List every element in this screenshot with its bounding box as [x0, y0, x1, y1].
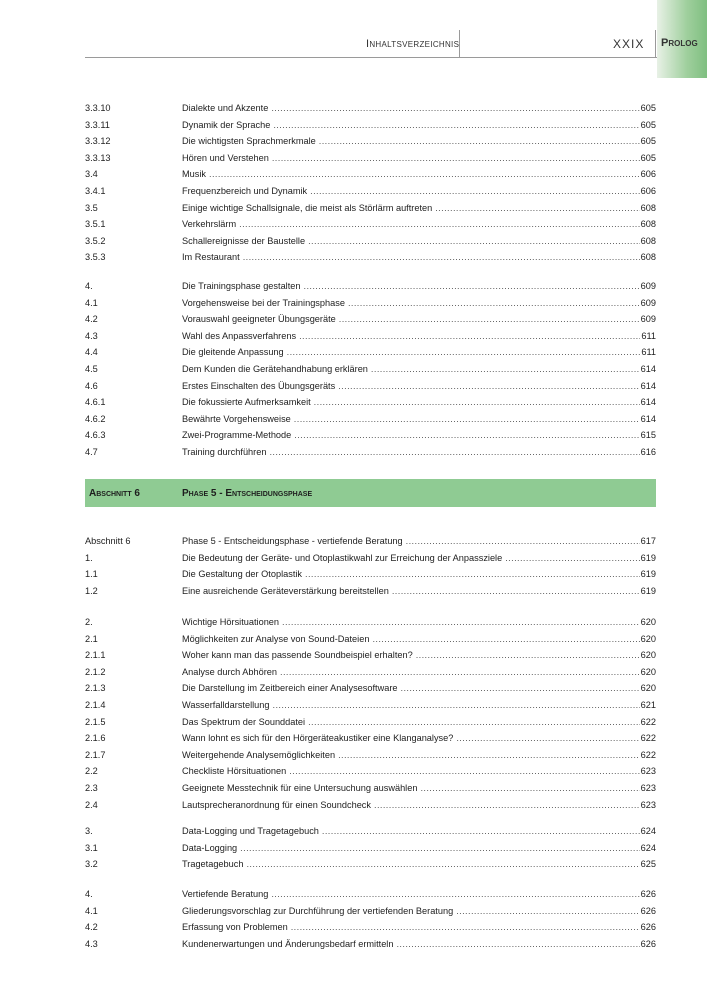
toc-entry-line: [182, 311, 656, 328]
toc-entry: [85, 614, 656, 631]
toc-entry-line: [182, 150, 656, 167]
toc-entry-title: Das Spektrum der Sounddatei: [182, 716, 306, 727]
toc-entry: [85, 233, 656, 250]
toc-entry-page: 606: [640, 169, 656, 180]
dot-leader: [271, 100, 639, 117]
toc-entry-number: 2.1.3: [85, 683, 106, 694]
page-number: XXIX: [613, 37, 645, 51]
toc-entry-number: 4.: [85, 889, 93, 899]
toc-entry-number: 4.1: [85, 297, 98, 308]
toc-entry-title: Die wichtigsten Sprachmerkmale: [182, 136, 316, 147]
dot-leader: [209, 166, 640, 183]
toc-entry: [85, 780, 656, 797]
toc-entry: [85, 444, 656, 461]
dot-leader: [304, 278, 640, 295]
toc-entry-title: Tragetagebuch: [182, 859, 244, 870]
toc-entry-title: Gliederungsvorschlag zur Durchführung der vertiefenden Beratung: [182, 905, 454, 916]
toc-entry-line: [182, 747, 656, 764]
toc-entry: [85, 249, 656, 266]
toc-entry-title: Die Darstellung im Zeitbereich einer Analysesoftware: [182, 683, 398, 694]
toc-entry-page: 609: [640, 314, 656, 325]
toc-entry-number: 4.6.3: [85, 430, 106, 441]
toc-entry-page: 609: [640, 297, 656, 308]
toc-entry-title: Bewährte Vorgehensweise: [182, 413, 291, 424]
dot-leader: [348, 295, 640, 312]
toc-group: [85, 886, 656, 952]
toc-entry: [85, 394, 656, 411]
toc-entry-line: [182, 566, 656, 583]
toc-entry: [85, 295, 656, 312]
dot-leader: [338, 747, 640, 764]
toc-entry-number: 2.1.4: [85, 699, 106, 710]
toc-entry-number: 4.7: [85, 446, 98, 457]
toc-entry-title: Training durchführen: [182, 446, 267, 457]
toc-entry-page: 621: [640, 699, 656, 710]
toc-entry-title: Frequenzbereich und Dynamik: [182, 185, 308, 196]
toc-entry-line: [182, 278, 656, 295]
toc-entry-line: [182, 233, 656, 250]
dot-leader: [406, 533, 640, 550]
dot-leader: [240, 840, 639, 857]
dot-leader: [271, 886, 639, 903]
toc-entry-number: 4.2: [85, 314, 98, 325]
toc-entry-title: Erfassung von Problemen: [182, 922, 288, 933]
toc-entry: [85, 216, 656, 233]
section-title: Phase 5 - Entscheidungsphase: [182, 488, 313, 499]
toc-entry-title: Die Bedeutung der Geräte- und Otoplastikwahl zur Erreichung der Anpassziele: [182, 552, 503, 563]
toc-entry-number: 3.3.12: [85, 136, 111, 147]
toc-entry-title: Vorauswahl geeigneter Übungsgeräte: [182, 314, 336, 325]
dot-leader: [339, 311, 640, 328]
toc-entry: [85, 533, 656, 550]
toc-entry-line: [182, 344, 656, 361]
toc-entry-page: 606: [640, 185, 656, 196]
toc-entry-number: 2.2: [85, 766, 98, 777]
toc-entry-page: 626: [640, 922, 656, 933]
toc-entry-number: 2.1.2: [85, 666, 106, 677]
toc-entry: [85, 133, 656, 150]
toc-entry-line: [182, 797, 656, 814]
dot-leader: [371, 361, 640, 378]
toc-entry-line: [182, 378, 656, 395]
toc-entry-title: Geeignete Messtechnik für eine Untersuchung auswählen: [182, 782, 418, 793]
toc-entry-line: [182, 780, 656, 797]
dot-leader: [374, 797, 640, 814]
toc-entry: [85, 647, 656, 664]
toc-entry-line: [182, 840, 656, 857]
toc-entry-title: Zwei-Programme-Methode: [182, 430, 292, 441]
dot-leader: [322, 823, 640, 840]
toc-entry: [85, 411, 656, 428]
toc-entry-number: 4.4: [85, 347, 98, 358]
toc-group: [85, 614, 656, 813]
toc-entry: [85, 697, 656, 714]
toc-entry-page: 624: [640, 842, 656, 853]
toc-entry-line: [182, 583, 656, 600]
toc-entry-page: 608: [640, 219, 656, 230]
toc-entry-page: 620: [640, 633, 656, 644]
toc-entry-page: 616: [640, 446, 656, 457]
toc-entry: [85, 427, 656, 444]
toc-entry-number: 3.2: [85, 859, 98, 870]
toc-entry-number: 4.2: [85, 922, 98, 933]
toc-group: [85, 100, 656, 266]
toc-entry-title: Musik: [182, 169, 206, 180]
toc-entry: [85, 840, 656, 857]
toc-group: [85, 278, 656, 461]
toc-entry-number: 3.1: [85, 842, 98, 853]
toc-entry-number: 4.6.2: [85, 413, 106, 424]
toc-entry-title: Möglichkeiten zur Analyse von Sound-Dateien: [182, 633, 370, 644]
toc-entry-title: Im Restaurant: [182, 252, 240, 263]
dot-leader: [396, 936, 639, 953]
toc-entry: [85, 378, 656, 395]
toc-entry-number: 4.3: [85, 938, 98, 949]
toc-group: [85, 823, 656, 873]
toc-entry-title: Wichtige Hörsituationen: [182, 617, 280, 627]
toc-entry-line: [182, 216, 656, 233]
toc-entry-number: 4.3: [85, 330, 98, 341]
toc-entry-page: 624: [640, 826, 656, 836]
toc-entry-page: 626: [640, 889, 656, 899]
dot-leader: [289, 763, 639, 780]
toc-entry-page: 605: [640, 103, 656, 113]
toc-entry-line: [182, 200, 656, 217]
toc-entry-page: 623: [640, 766, 656, 777]
toc-entry: [85, 328, 656, 345]
dot-leader: [287, 344, 641, 361]
toc-entry-number: 3.5.2: [85, 235, 106, 246]
toc-entry: [85, 311, 656, 328]
toc-entry-line: [182, 697, 656, 714]
toc-entry-page: 605: [640, 119, 656, 130]
toc-entry-line: [182, 295, 656, 312]
toc-entry-line: [182, 730, 656, 747]
toc-entry-title: Dialekte und Akzente: [182, 103, 269, 113]
toc-entry-page: 619: [640, 569, 656, 580]
toc-entry-line: [182, 550, 656, 567]
toc-entry-number: 3.5: [85, 202, 98, 213]
toc-entry-page: 622: [640, 716, 656, 727]
toc-entry-number: 3.3.10: [85, 103, 111, 113]
toc-entry-page: 620: [640, 666, 656, 677]
toc-entry: [85, 664, 656, 681]
dot-leader: [239, 216, 640, 233]
toc-entry-line: [182, 647, 656, 664]
toc-entry-page: 622: [640, 733, 656, 744]
dot-leader: [280, 664, 640, 681]
toc-entry: [85, 583, 656, 600]
toc-entry: [85, 566, 656, 583]
toc-entry-page: 608: [640, 202, 656, 213]
toc-entry-title: Lautsprecheranordnung für einen Soundcheck: [182, 799, 371, 810]
toc-entry-number: 4.6: [85, 380, 98, 391]
toc-entry: [85, 550, 656, 567]
toc-entry-title: Einige wichtige Schallsignale, die meist als Störlärm auftreten: [182, 202, 433, 213]
toc-entry-line: [182, 100, 656, 117]
dot-leader: [392, 583, 640, 600]
toc-entry-line: [182, 631, 656, 648]
toc-entry-line: [182, 903, 656, 920]
toc-entry: [85, 747, 656, 764]
toc-entry-number: Abschnitt 6: [85, 536, 131, 546]
toc-entry-line: [182, 856, 656, 873]
toc-entry-page: 626: [640, 905, 656, 916]
toc-entry: [85, 680, 656, 697]
toc-entry-title: Checkliste Hörsituationen: [182, 766, 287, 777]
toc-entry-line: [182, 361, 656, 378]
toc-entry-line: [182, 533, 656, 550]
toc-entry-page: 614: [640, 363, 656, 374]
toc-entry: [85, 278, 656, 295]
toc-entry-number: 2.1.1: [85, 650, 106, 661]
toc-entry-line: [182, 919, 656, 936]
toc-entry-title: Vertiefende Beratung: [182, 889, 269, 899]
toc-entry-page: 626: [640, 938, 656, 949]
section-label: Prolog: [661, 37, 698, 49]
toc-entry-line: [182, 166, 656, 183]
toc-entry-line: [182, 936, 656, 953]
toc-entry-title: Dem Kunden die Gerätehandhabung erklären: [182, 363, 368, 374]
dot-leader: [416, 647, 640, 664]
toc-entry-number: 4.: [85, 281, 93, 291]
toc-group: [85, 533, 656, 599]
toc-entry-page: 623: [640, 799, 656, 810]
toc-entry-number: 2.1: [85, 633, 98, 644]
toc-entry-line: [182, 328, 656, 345]
toc-entry: [85, 100, 656, 117]
toc-entry-title: Verkehrslärm: [182, 219, 237, 230]
toc-entry-number: 3.4.1: [85, 185, 106, 196]
toc-entry-page: 620: [640, 617, 656, 627]
toc-entry-title: Wann lohnt es sich für den Hörgeräteakustiker eine Klanganalyse?: [182, 733, 454, 744]
toc-entry-title: Dynamik der Sprache: [182, 119, 271, 130]
header-divider: [655, 30, 656, 58]
toc-entry-title: Schallereignisse der Baustelle: [182, 235, 306, 246]
toc-entry-line: [182, 117, 656, 134]
toc-entry-page: 605: [640, 152, 656, 163]
toc-entry: [85, 856, 656, 873]
section-heading-band: [85, 479, 656, 507]
toc-entry: [85, 763, 656, 780]
dot-leader: [282, 614, 640, 631]
toc-entry-line: [182, 763, 656, 780]
toc-entry-line: [182, 249, 656, 266]
toc-entry: [85, 166, 656, 183]
toc-entry-page: 605: [640, 136, 656, 147]
toc-entry-line: [182, 411, 656, 428]
toc-entry-page: 625: [640, 859, 656, 870]
dot-leader: [272, 150, 640, 167]
toc-entry-number: 2.1.5: [85, 716, 106, 727]
toc-entry-number: 4.6.1: [85, 397, 106, 408]
toc-entry-line: [182, 823, 656, 840]
dot-leader: [319, 133, 640, 150]
dot-leader: [435, 200, 639, 217]
toc-entry-line: [182, 614, 656, 631]
toc-entry-title: Die Trainingsphase gestalten: [182, 281, 301, 291]
toc-entry-number: 4.5: [85, 363, 98, 374]
header-rule: [85, 57, 657, 58]
toc-entry-number: 2.4: [85, 799, 98, 810]
toc-entry-page: 620: [640, 683, 656, 694]
dot-leader: [456, 903, 639, 920]
dot-leader: [243, 249, 640, 266]
toc-entry-title: Woher kann man das passende Soundbeispiel erhalten?: [182, 650, 413, 661]
toc-entry-page: 608: [640, 235, 656, 246]
dot-leader: [299, 328, 640, 345]
dot-leader: [305, 566, 640, 583]
dot-leader: [308, 714, 640, 731]
toc-entry-number: 3.3.11: [85, 119, 110, 130]
toc-entry: [85, 200, 656, 217]
toc-entry-line: [182, 680, 656, 697]
dot-leader: [314, 394, 640, 411]
toc-entry-title: Phase 5 - Entscheidungsphase - vertiefende Beratung: [182, 536, 403, 546]
toc-entry: [85, 714, 656, 731]
toc-entry: [85, 117, 656, 134]
toc-entry-title: Kundenerwartungen und Änderungsbedarf ermitteln: [182, 938, 394, 949]
toc-entry: [85, 344, 656, 361]
toc-entry-number: 3.4: [85, 169, 98, 180]
toc-entry-number: 2.1.7: [85, 749, 106, 760]
toc-entry: [85, 797, 656, 814]
toc-entry-line: [182, 444, 656, 461]
toc-entry-number: 4.1: [85, 905, 98, 916]
toc-entry: [85, 936, 656, 953]
toc-entry-page: 614: [640, 413, 656, 424]
dot-leader: [291, 919, 640, 936]
toc-entry-page: 619: [640, 585, 656, 596]
dot-leader: [294, 411, 640, 428]
toc-entry: [85, 919, 656, 936]
toc-entry-title: Wasserfalldarstellung: [182, 699, 270, 710]
dot-leader: [505, 550, 639, 567]
running-header-title: Inhaltsverzeichnis: [366, 38, 460, 50]
toc-entry-title: Erstes Einschalten des Übungsgeräts: [182, 380, 336, 391]
toc-entry-title: Hören und Verstehen: [182, 152, 269, 163]
toc-entry-title: Die Gestaltung der Otoplastik: [182, 569, 303, 580]
toc-entry-page: 623: [640, 782, 656, 793]
toc-entry: [85, 361, 656, 378]
toc-entry: [85, 823, 656, 840]
dot-leader: [273, 697, 640, 714]
toc-entry-number: 2.: [85, 617, 93, 627]
dot-leader: [273, 117, 639, 134]
dot-leader: [308, 233, 640, 250]
dot-leader: [294, 427, 639, 444]
toc-entry-page: 615: [640, 430, 656, 441]
dot-leader: [246, 856, 639, 873]
toc-entry-page: 611: [641, 347, 656, 358]
toc-entry-number: 2.3: [85, 782, 98, 793]
toc-entry-page: 620: [640, 650, 656, 661]
toc-entry-page: 609: [640, 281, 656, 291]
toc-entry-number: 2.1.6: [85, 733, 106, 744]
toc-entry-title: Data-Logging und Tragetagebuch: [182, 826, 319, 836]
toc-entry-page: 608: [640, 252, 656, 263]
toc-entry-title: Eine ausreichende Geräteverstärkung bereitstellen: [182, 585, 389, 596]
toc-entry-line: [182, 714, 656, 731]
toc-entry-number: 1.: [85, 552, 93, 563]
section-number: Abschnitt 6: [89, 488, 140, 499]
toc-entry-title: Vorgehensweise bei der Trainingsphase: [182, 297, 345, 308]
toc-entry: [85, 730, 656, 747]
toc-entry-title: Die gleitende Anpassung: [182, 347, 284, 358]
toc-entry-page: 614: [640, 380, 656, 391]
toc-entry-title: Data-Logging: [182, 842, 238, 853]
toc-entry-line: [182, 427, 656, 444]
toc-entry-line: [182, 133, 656, 150]
dot-leader: [401, 680, 640, 697]
toc-entry-number: 3.5.1: [85, 219, 106, 230]
toc-entry-title: Wahl des Anpassverfahrens: [182, 330, 297, 341]
toc-entry-page: 622: [640, 749, 656, 760]
toc-entry-number: 1.1: [85, 569, 98, 580]
toc-entry-number: 1.2: [85, 585, 98, 596]
toc-entry-title: Die fokussierte Aufmerksamkeit: [182, 397, 311, 408]
dot-leader: [310, 183, 640, 200]
toc-entry-page: 611: [641, 330, 656, 341]
toc-entry: [85, 183, 656, 200]
toc-entry-number: 3.5.3: [85, 252, 106, 263]
toc-entry-title: Weitergehende Analysemöglichkeiten: [182, 749, 336, 760]
toc-entry-number: 3.: [85, 826, 93, 836]
toc-entry: [85, 631, 656, 648]
toc-entry-line: [182, 886, 656, 903]
toc-entry-line: [182, 664, 656, 681]
toc-entry-line: [182, 394, 656, 411]
toc-entry-number: 3.3.13: [85, 152, 111, 163]
toc-entry-page: 619: [640, 552, 656, 563]
dot-leader: [420, 780, 639, 797]
toc-entry: [85, 886, 656, 903]
dot-leader: [338, 378, 639, 395]
toc-entry-line: [182, 183, 656, 200]
dot-leader: [372, 631, 639, 648]
toc-entry-page: 617: [640, 536, 656, 546]
toc-entry-title: Analyse durch Abhören: [182, 666, 278, 677]
toc-entry: [85, 903, 656, 920]
dot-leader: [456, 730, 639, 747]
dot-leader: [269, 444, 639, 461]
toc-entry-page: 614: [640, 397, 656, 408]
toc-entry: [85, 150, 656, 167]
